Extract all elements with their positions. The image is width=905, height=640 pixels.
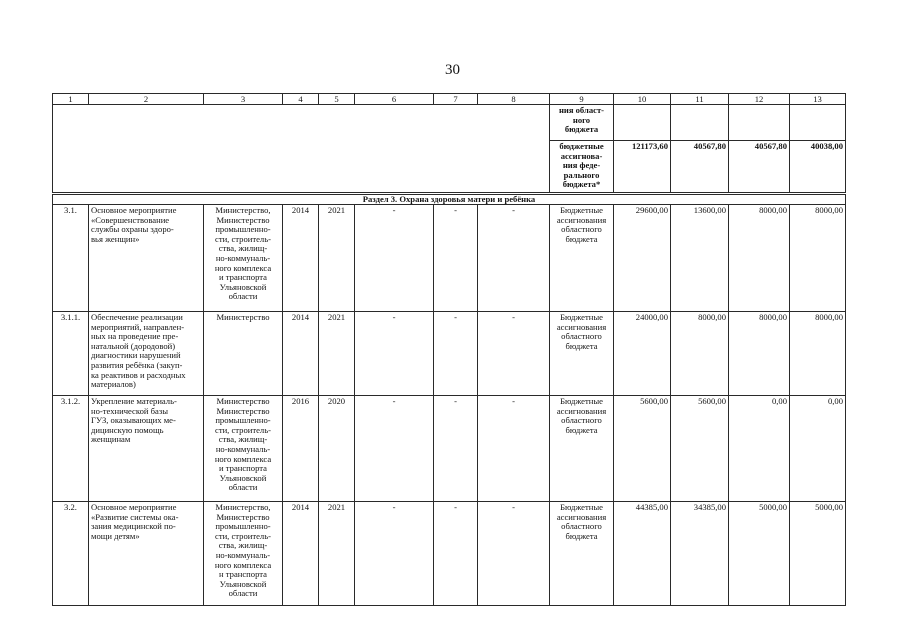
end-year: 2021 xyxy=(319,312,355,396)
end-year: 2021 xyxy=(319,502,355,606)
dash-cell: - xyxy=(355,502,434,606)
funding-source-cell: ния област- ного бюджета xyxy=(550,105,614,141)
funding-source-cell: Бюджетные ассигнования областного бюджета xyxy=(550,502,614,606)
amount-cell: 24000,00 xyxy=(614,312,671,396)
dash-cell: - xyxy=(478,205,550,312)
start-year: 2016 xyxy=(283,396,319,502)
amount-cell: 5000,00 xyxy=(729,502,790,606)
table-row xyxy=(53,312,846,396)
table-row xyxy=(53,205,846,312)
item-number: 3.1.1. xyxy=(53,312,89,396)
column-number: 4 xyxy=(283,94,319,105)
page-number: 30 xyxy=(445,62,460,78)
amount-cell: 8000,00 xyxy=(790,312,846,396)
amount-cell: 40567,80 xyxy=(671,141,729,194)
column-number: 1 xyxy=(53,94,89,105)
budget-table xyxy=(52,93,846,606)
amount-cell: 5000,00 xyxy=(790,502,846,606)
column-number: 13 xyxy=(790,94,846,105)
item-number: 3.2. xyxy=(53,502,89,606)
amount-cell xyxy=(614,105,671,141)
dash-cell: - xyxy=(434,502,478,606)
start-year: 2014 xyxy=(283,205,319,312)
column-number: 9 xyxy=(550,94,614,105)
column-number: 11 xyxy=(671,94,729,105)
section-header-row xyxy=(53,194,846,205)
executor-cell: Министерство, Министерство промышленно- сти, строитель- ства, жилищ- но-коммуналь- ного комплекса н транспорта Ульяновской области xyxy=(204,502,283,606)
dash-cell: - xyxy=(355,396,434,502)
amount-cell: 29600,00 xyxy=(614,205,671,312)
end-year: 2021 xyxy=(319,205,355,312)
dash-cell: - xyxy=(355,312,434,396)
column-number: 12 xyxy=(729,94,790,105)
continuation-row xyxy=(53,105,846,141)
dash-cell: - xyxy=(478,396,550,502)
amount-cell: 8000,00 xyxy=(790,205,846,312)
column-number: 5 xyxy=(319,94,355,105)
item-number: 3.1. xyxy=(53,205,89,312)
column-number: 8 xyxy=(478,94,550,105)
amount-cell: 8000,00 xyxy=(671,312,729,396)
column-number: 2 xyxy=(89,94,204,105)
column-number: 6 xyxy=(355,94,434,105)
executor-cell: Министерство, Министерство промышленно- сти, строитель- ства, жилищ- но-коммуналь- ного комплекса и транспорта Ульяновской области xyxy=(204,205,283,312)
section-title: Раздел 3. Охрана здоровья матери и ребёнка xyxy=(53,194,846,205)
dash-cell: - xyxy=(434,312,478,396)
measure-name: Основное мероприятие «Развитие системы ока- зания медицинской по- мощи детям» xyxy=(89,502,204,606)
executor-cell: Министерство Министерство промышленно- сти, строитель- ства, жилищ- но-коммуналь- ного комплекса и транспорта Ульяновской области xyxy=(204,396,283,502)
table-row xyxy=(53,396,846,502)
amount-cell: 13600,00 xyxy=(671,205,729,312)
continuation-blank-cell xyxy=(53,105,550,194)
dash-cell: - xyxy=(478,502,550,606)
funding-source-cell: Бюджетные ассигнования областного бюджета xyxy=(550,312,614,396)
start-year: 2014 xyxy=(283,312,319,396)
measure-name: Обеспечение реализации мероприятий, направлен- ных на проведение пре- натальной (дородовой) диагностики нарушений развития ребёнка (закуп- ка реактивов и расходных материалов) xyxy=(89,312,204,396)
column-number: 3 xyxy=(204,94,283,105)
column-number: 7 xyxy=(434,94,478,105)
table-row xyxy=(53,502,846,606)
amount-cell: 8000,00 xyxy=(729,312,790,396)
funding-source-cell: Бюджетные ассигнования областного бюджета xyxy=(550,205,614,312)
measure-name: Основное мероприятие «Совершенствование службы охраны здоро- вья женщин» xyxy=(89,205,204,312)
amount-cell: 34385,00 xyxy=(671,502,729,606)
amount-cell: 0,00 xyxy=(729,396,790,502)
amount-cell: 0,00 xyxy=(790,396,846,502)
dash-cell: - xyxy=(355,205,434,312)
amount-cell xyxy=(671,105,729,141)
amount-cell: 40567,80 xyxy=(729,141,790,194)
amount-cell xyxy=(790,105,846,141)
executor-cell: Министерство xyxy=(204,312,283,396)
column-number-row xyxy=(53,94,846,105)
end-year: 2020 xyxy=(319,396,355,502)
item-number: 3.1.2. xyxy=(53,396,89,502)
dash-cell: - xyxy=(434,396,478,502)
amount-cell: 40038,00 xyxy=(790,141,846,194)
amount-cell: 5600,00 xyxy=(614,396,671,502)
dash-cell: - xyxy=(434,205,478,312)
amount-cell: 8000,00 xyxy=(729,205,790,312)
funding-source-cell: Бюджетные ассигнования областного бюджета xyxy=(550,396,614,502)
amount-cell: 5600,00 xyxy=(671,396,729,502)
funding-source-cell: бюджетные ассигнова- ния феде- рального бюджета* xyxy=(550,141,614,194)
amount-cell: 44385,00 xyxy=(614,502,671,606)
dash-cell: - xyxy=(478,312,550,396)
start-year: 2014 xyxy=(283,502,319,606)
amount-cell: 121173,60 xyxy=(614,141,671,194)
measure-name: Укрепление материаль- но-технической базы ГУЗ, оказывающих ме- дицинскую помощь женщинам xyxy=(89,396,204,502)
column-number: 10 xyxy=(614,94,671,105)
amount-cell xyxy=(729,105,790,141)
